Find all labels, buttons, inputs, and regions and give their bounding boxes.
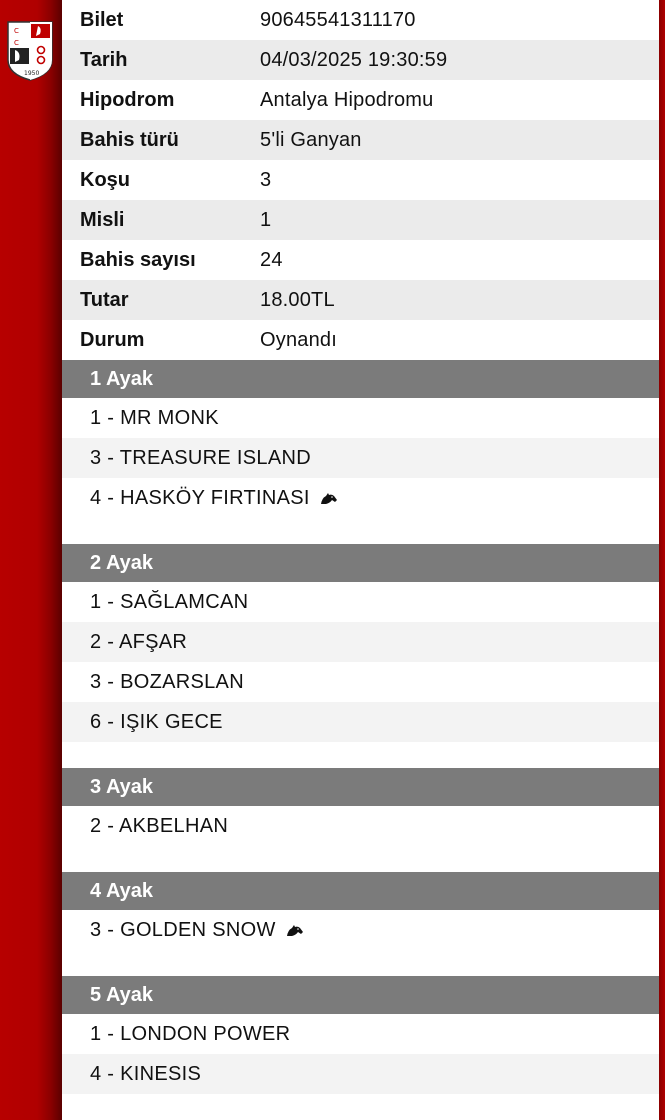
info-label: Bahis sayısı bbox=[80, 248, 196, 271]
horse-name: 3 - GOLDEN SNOW bbox=[90, 918, 276, 941]
info-value: 24 bbox=[260, 248, 283, 271]
leg-spacer bbox=[62, 742, 659, 768]
horse-name: 3 - BOZARSLAN bbox=[90, 670, 244, 693]
horse-name: 2 - AKBELHAN bbox=[90, 814, 229, 837]
svg-text:C: C bbox=[14, 27, 19, 35]
info-value: 18.00TL bbox=[260, 288, 335, 311]
leg-spacer bbox=[62, 1094, 659, 1120]
leg-header: 2 Ayak bbox=[62, 544, 659, 582]
info-row bbox=[62, 280, 659, 320]
club-logo bbox=[5, 20, 55, 82]
leg-header: 5 Ayak bbox=[62, 976, 659, 1014]
info-label: Hipodrom bbox=[80, 88, 175, 111]
info-value: 5'li Ganyan bbox=[260, 128, 362, 151]
info-label: Bilet bbox=[80, 8, 124, 31]
info-label: Koşu bbox=[80, 168, 130, 191]
sidebar bbox=[0, 0, 62, 1120]
horse-name: 1 - SAĞLAMCAN bbox=[90, 590, 249, 613]
info-label: Tarih bbox=[80, 48, 128, 71]
horse-row bbox=[62, 622, 659, 662]
horse-row bbox=[62, 438, 659, 478]
horse-head-icon bbox=[286, 923, 304, 937]
horse-name: 1 - LONDON POWER bbox=[90, 1022, 291, 1045]
legs-list bbox=[62, 360, 659, 1120]
horse-row bbox=[62, 1014, 659, 1054]
horse-name: 1 - MR MONK bbox=[90, 406, 219, 429]
horse-row bbox=[62, 1054, 659, 1094]
info-value: 1 bbox=[260, 208, 272, 231]
info-row bbox=[62, 200, 659, 240]
logo-year: 1950 bbox=[24, 70, 40, 77]
info-value: 3 bbox=[260, 168, 272, 191]
info-value: 04/03/2025 19:30:59 bbox=[260, 48, 448, 71]
info-row bbox=[62, 240, 659, 280]
horse-row bbox=[62, 806, 659, 846]
info-label: Misli bbox=[80, 208, 125, 231]
horse-name: 4 - HASKÖY FIRTINASI bbox=[90, 486, 310, 509]
right-edge bbox=[659, 0, 665, 1120]
horse-row bbox=[62, 478, 659, 518]
info-row bbox=[62, 160, 659, 200]
info-row bbox=[62, 320, 659, 360]
leg-spacer bbox=[62, 846, 659, 872]
leg-header: 1 Ayak bbox=[62, 360, 659, 398]
horse-row bbox=[62, 662, 659, 702]
info-label: Bahis türü bbox=[80, 128, 179, 151]
leg-spacer bbox=[62, 518, 659, 544]
info-row bbox=[62, 40, 659, 80]
horse-row bbox=[62, 910, 659, 950]
horse-name: 4 - KINESIS bbox=[90, 1062, 202, 1085]
info-label: Tutar bbox=[80, 288, 129, 311]
horse-row bbox=[62, 702, 659, 742]
info-value: Oynandı bbox=[260, 328, 338, 351]
info-row bbox=[62, 0, 659, 40]
info-value: 90645541311170 bbox=[260, 8, 416, 31]
ticket-info-table bbox=[62, 0, 659, 360]
info-row bbox=[62, 120, 659, 160]
horse-name: 3 - TREASURE ISLAND bbox=[90, 446, 311, 469]
leg-header: 3 Ayak bbox=[62, 768, 659, 806]
horse-row bbox=[62, 398, 659, 438]
leg-spacer bbox=[62, 950, 659, 976]
ticket-detail bbox=[62, 0, 659, 1120]
leg-header: 4 Ayak bbox=[62, 872, 659, 910]
horse-name: 2 - AFŞAR bbox=[90, 630, 188, 653]
horse-name: 6 - IŞIK GECE bbox=[90, 710, 223, 733]
horse-row bbox=[62, 582, 659, 622]
horse-head-icon bbox=[320, 491, 338, 505]
info-label: Durum bbox=[80, 328, 145, 351]
svg-text:C: C bbox=[14, 39, 19, 47]
info-row bbox=[62, 80, 659, 120]
info-value: Antalya Hipodromu bbox=[260, 88, 434, 111]
